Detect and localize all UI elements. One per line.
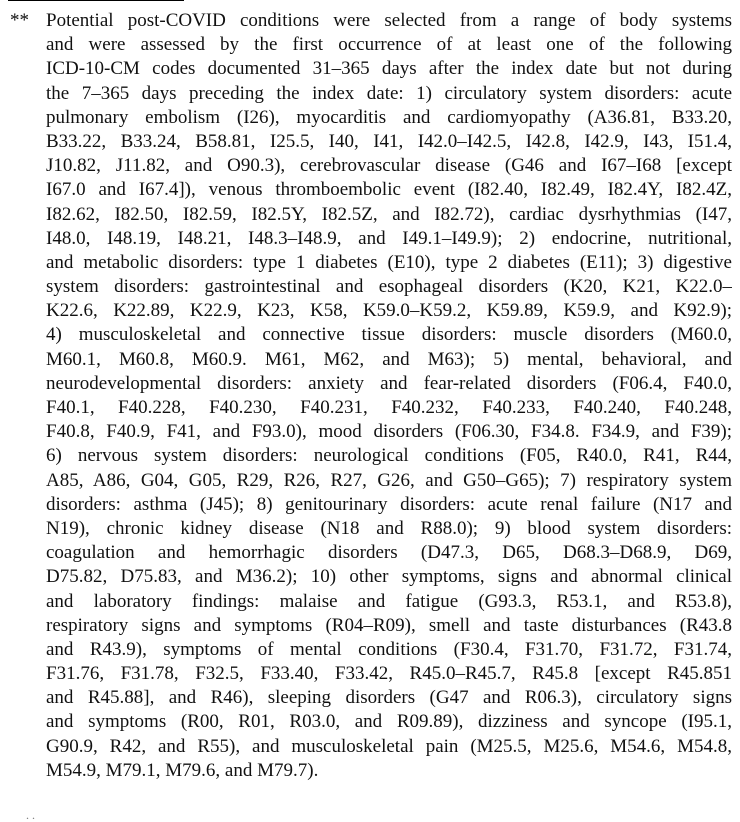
footnote-line: the 7–365 days preceding the index date: 1) circulatory system disorders: acute [46,82,732,104]
footnote-text [10,9,732,783]
footnote-line: K22.6, K22.89, K22.9, K23, K58, K59.0–K59.2, K59.89, K59.9, and K92.9); [46,300,732,322]
footnote-line: A85, A86, G04, G05, R29, R26, R27, G26, and G50–G65); 7) respiratory system [46,469,732,491]
footnote-separator-rule [8,0,184,1]
footnote-line: F40.1, F40.228, F40.230, F40.231, F40.232, F40.233, F40.240, F40.248, [46,397,732,418]
footnote-line: M60.1, M60.8, M60.9. M61, M62, and M63); 5) mental, behavioral, and [46,348,732,370]
footnote-line: and R43.9), symptoms of mental conditions (F30.4, F31.70, F31.72, F31.74, [46,638,732,660]
footnote-line: ICD-10-CM codes documented 31–365 days after the index date but not during [46,58,732,80]
footnote-line: and laboratory findings: malaise and fatigue (G93.3, R53.1, and R53.8), [46,590,732,612]
footnote-line: and R45.88], and R46), sleeping disorders (G47 and R06.3), circulatory signs [46,687,732,709]
footnote-line: D75.82, D75.83, and M36.2); 10) other symptoms, signs and abnormal clinical [46,566,732,588]
footnote-line: coagulation and hemorrhagic disorders (D47.3, D65, D68.3–D68.9, D69, [46,542,732,564]
footnote-line: I67.0 and I67.4]), venous thromboembolic event (I82.40, I82.49, I82.4Y, I82.4Z, [46,179,732,201]
footnote-line: J10.82, J11.82, and O90.3), cerebrovascular disease (G46 and I67–I68 [except [46,155,732,177]
footnote-line: F40.8, F40.9, F41, and F93.0), mood disorders (F06.30, F34.8. F34.9, and F39); [46,421,732,443]
footnote-line: I82.62, I82.50, I82.59, I82.5Y, I82.5Z, and I82.72), cardiac dysrhythmias (I47, [46,203,732,225]
footnote-line: M54.9, M79.1, M79.6, and M79.7). [46,759,319,781]
page-cut-dots: .. [26,808,38,822]
footnote-line: B33.22, B33.24, B58.81, I25.5, I40, I41, I42.0–I42.5, I42.8, I42.9, I43, I51.4, [46,130,732,152]
footnote-line: and metabolic disorders: type 1 diabetes (E10), type 2 diabetes (E11); 3) digestive [46,251,732,273]
footnote-line: and symptoms (R00, R01, R03.0, and R09.89), dizziness and syncope (I95.1, [46,711,732,733]
footnote-line: system disorders: gastrointestinal and esophageal disorders (K20, K21, K22.0– [46,276,732,298]
footnote-marker: ** [10,10,29,31]
footnote-line: I48.0, I48.19, I48.21, I48.3–I48.9, and I49.1–I49.9); 2) endocrine, nutritional, [46,227,732,249]
footnote-line: N19), chronic kidney disease (N18 and R88.0); 9) blood system disorders: [46,517,732,539]
footnote-line: 4) musculoskeletal and connective tissue disorders: muscle disorders (M60.0, [46,324,732,346]
footnote-line: 6) nervous system disorders: neurological conditions (F05, R40.0, R41, R44, [46,445,732,467]
footnote-line: and were assessed by the first occurrence of at least one of the following [46,34,732,56]
footnote-line: G90.9, R42, and R55), and musculoskeletal pain (M25.5, M25.6, M54.6, M54.8, [46,735,732,757]
footnote-line: Potential post-COVID conditions were selected from a range of body systems [46,10,732,31]
footnote-line: F31.76, F31.78, F32.5, F33.40, F33.42, R45.0–R45.7, R45.8 [except R45.851 [46,663,732,685]
footnote-line: respiratory signs and symptoms (R04–R09), smell and taste disturbances (R43.8 [46,614,732,636]
footnote-line: neurodevelopmental disorders: anxiety and fear-related disorders (F06.4, F40.0, [46,372,732,394]
footnote-line: disorders: asthma (J45); 8) genitourinary disorders: acute renal failure (N17 and [46,493,732,515]
footnote-block [10,9,732,783]
footnote-line: pulmonary embolism (I26), myocarditis and cardiomyopathy (A36.81, B33.20, [46,106,732,128]
